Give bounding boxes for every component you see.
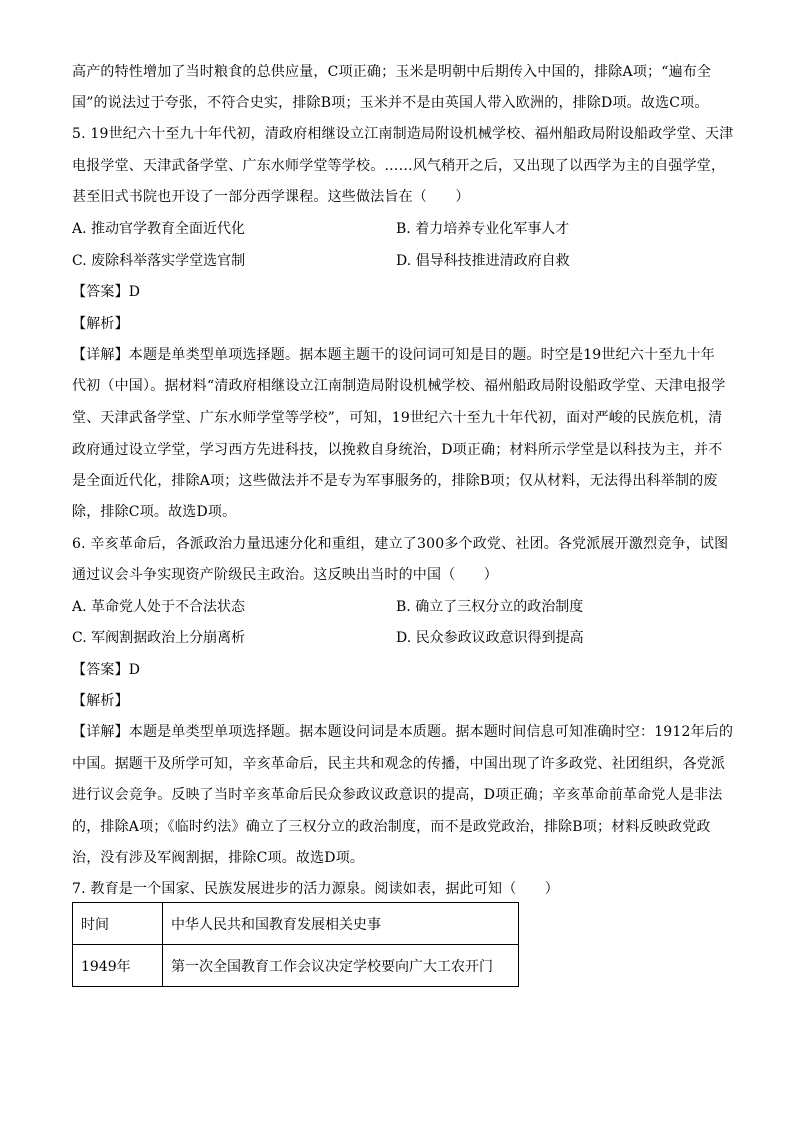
text-line: 国”的说法过于夸张，不符合史实，排除B项；玉米并不是由英国人带入欧洲的，排除D项。故选C项。	[72, 95, 709, 111]
q5-option-a: A. 推动官学教育全面近代化	[72, 221, 246, 237]
table-header-cell: 中华人民共和国教育发展相关史事	[163, 903, 519, 945]
table-row	[73, 945, 519, 987]
q5-option-d: D. 倡导科技推进清政府自救	[396, 253, 570, 269]
q6-detail: 【详解】本题是单类型单项选择题。据本题设问词是本质题。据本题时间信息可知准确时空：1912年后的	[72, 724, 734, 740]
table-cell: 1949年	[73, 945, 163, 987]
history-table	[72, 902, 519, 987]
q6-option-a: A. 革命党人处于不合法状态	[72, 599, 246, 615]
q5-detail: 【详解】本题是单类型单项选择题。据本题主题干的设问词可知是目的题。时空是19世纪六十至九十年	[72, 347, 716, 363]
question-6-stem: 6. 辛亥革命后，各派政治力量迅速分化和重组，建立了300多个政党、社团。各党派展开激烈竞争，试图	[72, 536, 729, 552]
q6-option-c: C. 军阀割据政治上分崩离析	[72, 630, 246, 646]
question-7-stem: 7. 教育是一个国家、民族发展进步的活力源泉。阅读如表，据此可知（ ）	[72, 881, 560, 897]
table-header-row	[73, 903, 519, 945]
q5-detail: 代初（中国）。据材料“清政府相继设立江南制造局附设机械学校、福州船政局附设船政学堂、天津电报学	[72, 378, 726, 394]
q5-detail: 堂、天津武备学堂、广东水师学堂等学校”，可知，19世纪六十至九十年代初，面对严峻的民族危机，清	[72, 410, 723, 426]
q6-analysis-label: 【解析】	[72, 693, 129, 709]
q6-answer: 【答案】D	[72, 662, 141, 678]
question-6-stem: 通过议会斗争实现资产阶级民主政治。这反映出当时的中国（ ）	[72, 567, 498, 583]
q5-answer: 【答案】D	[72, 284, 141, 300]
q6-detail: 中国。据题干及所学可知，辛亥革命后，民主共和观念的传播，中国出现了许多政党、社团组织，各党派	[72, 756, 726, 772]
q6-detail: 的，排除A项；《临时约法》确立了三权分立的政治制度，而不是政党政治，排除B项；材料反映政党政	[72, 819, 711, 835]
q5-detail: 是全面近代化，排除A项；这些做法并不是专为军事服务的，排除B项；仅从材料，无法得出科举制的废	[72, 473, 718, 489]
table-cell: 第一次全国教育工作会议决定学校要向广大工农开门	[163, 945, 519, 987]
table-header-cell: 时间	[73, 903, 163, 945]
question-5-stem: 5. 19世纪六十至九十年代初，清政府相继设立江南制造局附设机械学校、福州船政局附设船政学堂、天津	[72, 126, 734, 142]
question-5-stem: 甚至旧式书院也开设了一部分西学课程。这些做法旨在（ ）	[72, 189, 470, 205]
q5-detail: 除，排除C项。故选D项。	[72, 504, 237, 520]
q6-option-d: D. 民众参政议政意识得到提高	[396, 630, 584, 646]
q6-detail: 进行议会竞争。反映了当时辛亥革命后民众参政议政意识的提高，D项正确；辛亥革命前革命党人是非法	[72, 787, 723, 803]
q5-analysis-label: 【解析】	[72, 316, 129, 332]
q5-detail: 政府通过设立学堂，学习西方先进科技，以挽救自身统治，D项正确；材料所示学堂是以科技为主，并不	[72, 442, 723, 458]
q6-option-b: B. 确立了三权分立的政治制度	[396, 599, 584, 615]
q5-option-c: C. 废除科举落实学堂选官制	[72, 253, 246, 269]
q5-option-b: B. 着力培养专业化军事人才	[396, 221, 570, 237]
text-line: 高产的特性增加了当时粮食的总供应量，C项正确；玉米是明朝中后期传入中国的，排除A项；“遍布全	[72, 64, 712, 80]
q6-detail: 治，没有涉及军阀割据，排除C项。故选D项。	[72, 850, 365, 866]
question-5-stem: 电报学堂、天津武备学堂、广东水师学堂等学校。……风气稍开之后，又出现了以西学为主的自强学堂，	[72, 158, 726, 174]
